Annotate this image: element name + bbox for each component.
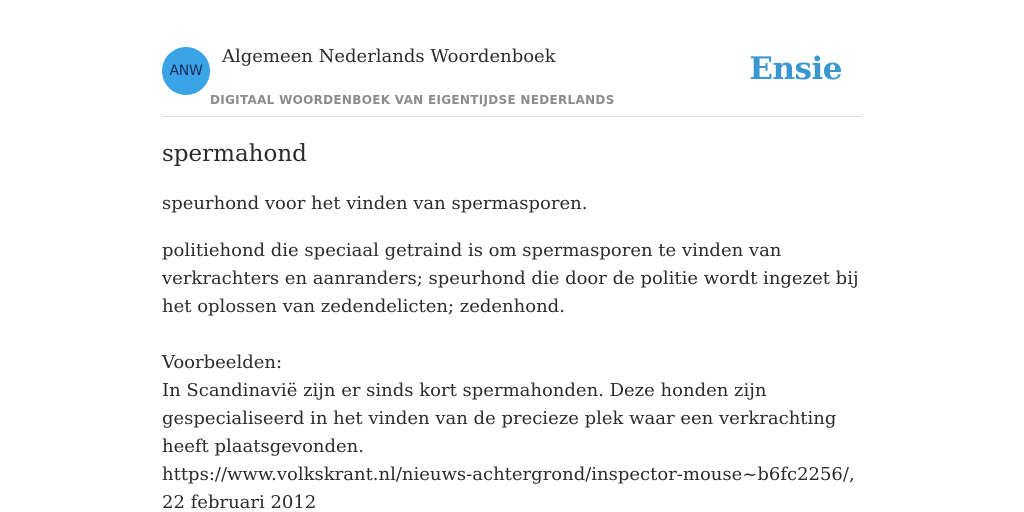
short-definition: speurhond voor het vinden van spermasporen.	[162, 193, 588, 214]
examples-label: Voorbeelden:	[162, 352, 283, 373]
logo-text: ANW	[169, 63, 203, 79]
entry-headword: spermahond	[162, 141, 307, 167]
dictionary-subtitle: DIGITAAL WOORDENBOEK VAN EIGENTIJDSE NEDERLANDS	[210, 93, 615, 107]
anw-logo[interactable]	[162, 47, 210, 95]
long-definition: politiehond die speciaal getraind is om spermasporen te vinden van verkrachters en aanranders; speurhond die door de politie wordt ingezet bij het oplossen van zedendelicten; zedenhond.	[162, 240, 859, 317]
ensie-logo[interactable]: Ensie	[749, 51, 842, 87]
site-header	[162, 42, 862, 117]
example-text: In Scandinavië zijn er sinds kort spermahonden. Deze honden zijn gespecialiseerd in het vinden van de precieze plek waar een verkrachting heeft plaatsgevonden.	[162, 380, 837, 457]
dictionary-title[interactable]: Algemeen Nederlands Woordenboek	[222, 46, 556, 67]
example-source: https://www.volkskrant.nl/nieuws-achtergrond/inspector-mouse~b6fc2256/, 22 februari 2012	[162, 464, 855, 512]
entry-content	[162, 138, 862, 512]
